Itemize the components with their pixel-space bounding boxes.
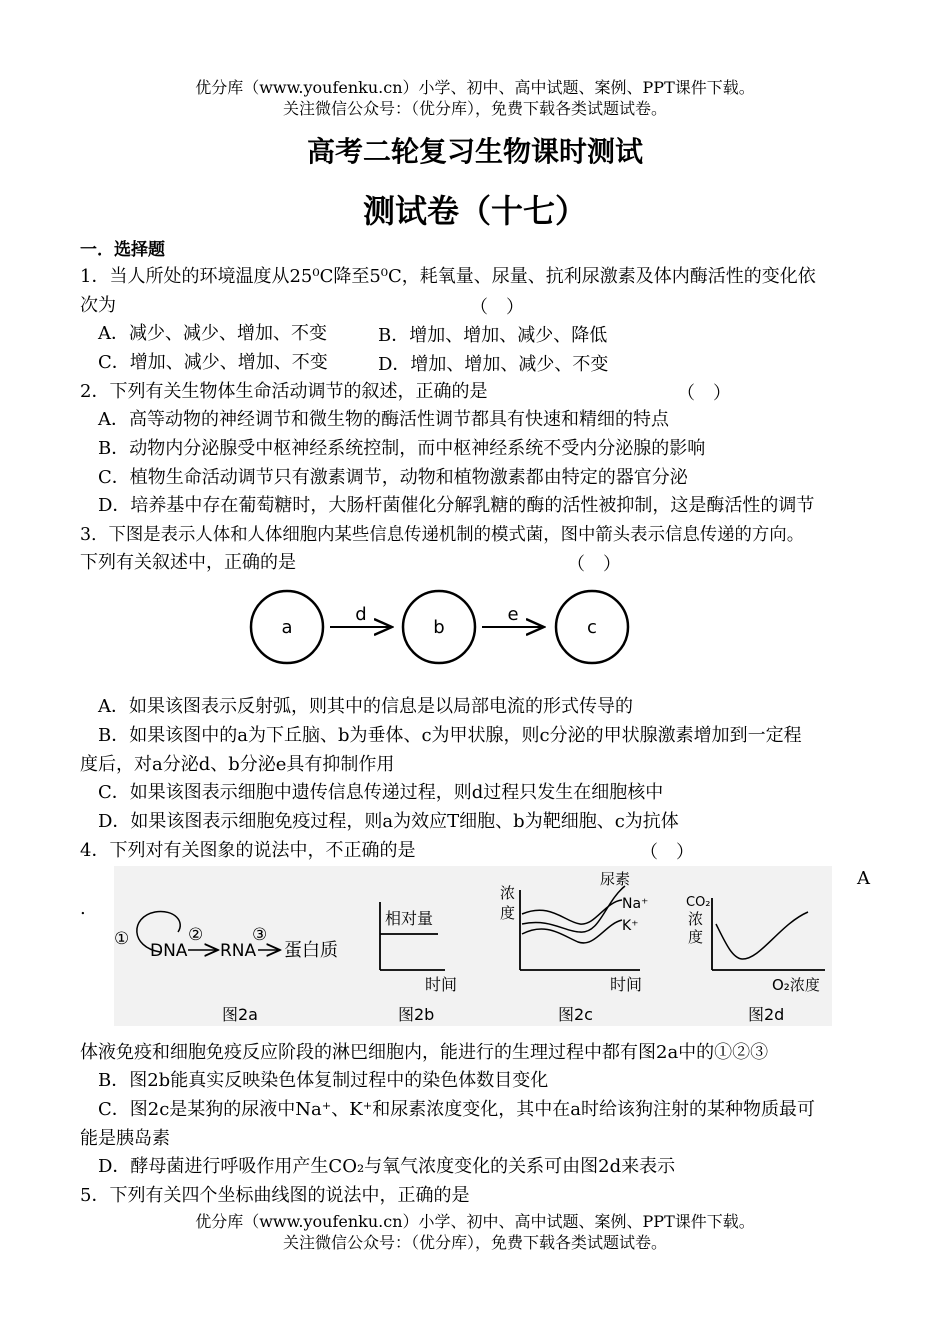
- fig2c-xlabel: 时间: [610, 975, 643, 994]
- fig2c-caption: 图2c: [558, 1005, 593, 1024]
- fig2d-xlabel: O₂浓度: [772, 976, 820, 994]
- q2-option-c: C．植物生命活动调节只有激素调节，动物和植物激素都由特定的器官分泌: [98, 467, 688, 488]
- q1-stem-2: 次为: [80, 295, 116, 316]
- fig2d-caption: 图2d: [748, 1005, 785, 1024]
- q4-option-d: D．酵母菌进行呼吸作用产生CO₂与氧气浓度变化的关系可由图2d来表示: [98, 1156, 676, 1177]
- fig2a-circle-2: ②: [188, 925, 204, 945]
- q1-option-b: B．增加、增加、减少、降低: [378, 325, 608, 346]
- fig2d-ylabel-2: 浓: [688, 910, 704, 928]
- q1-answer-paren: （ ）: [470, 297, 524, 318]
- q3-option-b-1: B．如果该图中的a为下丘脑、b为垂体、c为甲状腺，则c分泌的甲状腺激素增加到一定程: [98, 725, 802, 746]
- fig2b-ylabel: 相对量: [385, 909, 434, 928]
- section-heading: 一．选择题: [80, 240, 165, 260]
- fig2d-ylabel-1: CO₂: [686, 895, 711, 910]
- header-line-1: 优分库（www.youfenku.cn）小学、初中、高中试题、案例、PPT课件下载。: [195, 78, 755, 97]
- fig2a-circle-1: ①: [114, 929, 130, 949]
- fig2a-protein: 蛋白质: [284, 940, 338, 961]
- footer-line-2: 关注微信公众号：（优分库），免费下载各类试题试卷。: [282, 1233, 667, 1252]
- node-b-label: b: [433, 617, 445, 638]
- q1-stem-1: 1．当人所处的环境温度从25⁰C降至5⁰C，耗氧量、尿量、抗利尿激素及体内酶活性的变化依: [80, 266, 816, 287]
- q3-option-d: D．如果该图表示细胞免疫过程，则a为效应T细胞、b为靶细胞、c为抗体: [98, 811, 679, 832]
- q3-option-a: A．如果该图表示反射弧，则其中的信息是以局部电流的形式传导的: [98, 696, 633, 717]
- fig2c-ylabel-1: 浓: [500, 884, 516, 902]
- q3-flow-diagram: [240, 585, 640, 675]
- q4-figures: [100, 862, 840, 1034]
- page-title: 高考二轮复习生物课时测试: [306, 135, 643, 168]
- fig2c-na: Na⁺: [622, 896, 649, 912]
- fig2a-rna: RNA: [220, 941, 257, 961]
- header-line-2: 关注微信公众号：（优分库），免费下载各类试题试卷。: [282, 99, 667, 118]
- q2-option-b: B．动物内分泌腺受中枢神经系统控制，而中枢神经系统不受内分泌腺的影响: [98, 438, 706, 459]
- node-a-label: a: [281, 617, 293, 638]
- node-c-label: c: [587, 617, 597, 638]
- fig2b-caption: 图2b: [398, 1005, 435, 1024]
- q2-option-d: D．培养基中存在葡萄糖时，大肠杆菌催化分解乳糖的酶的活性被抑制，这是酶活性的调节: [98, 495, 815, 516]
- q3-option-c: C．如果该图表示细胞中遗传信息传递过程，则d过程只发生在细胞核中: [98, 782, 664, 803]
- q3-stem-2: 下列有关叙述中，正确的是: [80, 552, 296, 573]
- q4-option-c-2: 能是胰岛素: [80, 1128, 170, 1149]
- q4-option-b: B．图2b能真实反映染色体复制过程中的染色体数目变化: [98, 1070, 549, 1091]
- q4-option-a-letter: A: [857, 868, 870, 889]
- arrow-e-label: e: [507, 604, 519, 625]
- fig2b-xlabel: 时间: [425, 975, 458, 994]
- fig2a-dna: DNA: [150, 941, 188, 961]
- fig2c-k: K⁺: [622, 918, 639, 934]
- q4-answer-paren: （ ）: [640, 842, 694, 863]
- arrow-d-label: d: [355, 604, 367, 625]
- q2-answer-paren: （ ）: [677, 383, 731, 404]
- q3-option-b-2: 度后，对a分泌d、b分泌e具有抑制作用: [80, 754, 395, 775]
- q4-option-c-1: C．图2c是某狗的尿液中Na⁺、K⁺和尿素浓度变化，其中在a时给该狗注射的某种物质最可: [98, 1099, 815, 1120]
- page-subtitle: 测试卷（十七）: [362, 192, 587, 230]
- fig2a-caption: 图2a: [222, 1005, 258, 1024]
- q3-answer-paren: （ ）: [567, 554, 621, 575]
- fig2a-circle-3: ③: [252, 925, 268, 945]
- q1-option-a: A．减少、减少、增加、不变: [98, 323, 327, 344]
- q3-stem-1: 3．下图是表示人体和人体细胞内某些信息传递机制的模式菌，图中箭头表示信息传递的方向。: [80, 525, 805, 545]
- q4-dot: .: [80, 898, 86, 919]
- q1-option-c: C．增加、减少、增加、不变: [98, 352, 328, 373]
- q5-stem: 5．下列有关四个坐标曲线图的说法中，正确的是: [80, 1185, 470, 1206]
- q4-stem: 4．下列对有关图象的说法中，不正确的是: [80, 840, 416, 861]
- fig2c-ylabel-2: 度: [500, 904, 516, 922]
- fig2c-urea: 尿素: [600, 870, 631, 888]
- q1-option-d: D．增加、增加、减少、不变: [378, 354, 609, 375]
- fig2d-ylabel-3: 度: [688, 928, 704, 946]
- q4-option-a-continued: 体液免疫和细胞免疫反应阶段的淋巴细胞内，能进行的生理过程中都有图2a中的①②③: [80, 1042, 769, 1063]
- q2-stem: 2．下列有关生物体生命活动调节的叙述，正确的是: [80, 381, 488, 402]
- q2-option-a: A．高等动物的神经调节和微生物的酶活性调节都具有快速和精细的特点: [98, 409, 669, 430]
- footer-line-1: 优分库（www.youfenku.cn）小学、初中、高中试题、案例、PPT课件下载。: [195, 1212, 755, 1231]
